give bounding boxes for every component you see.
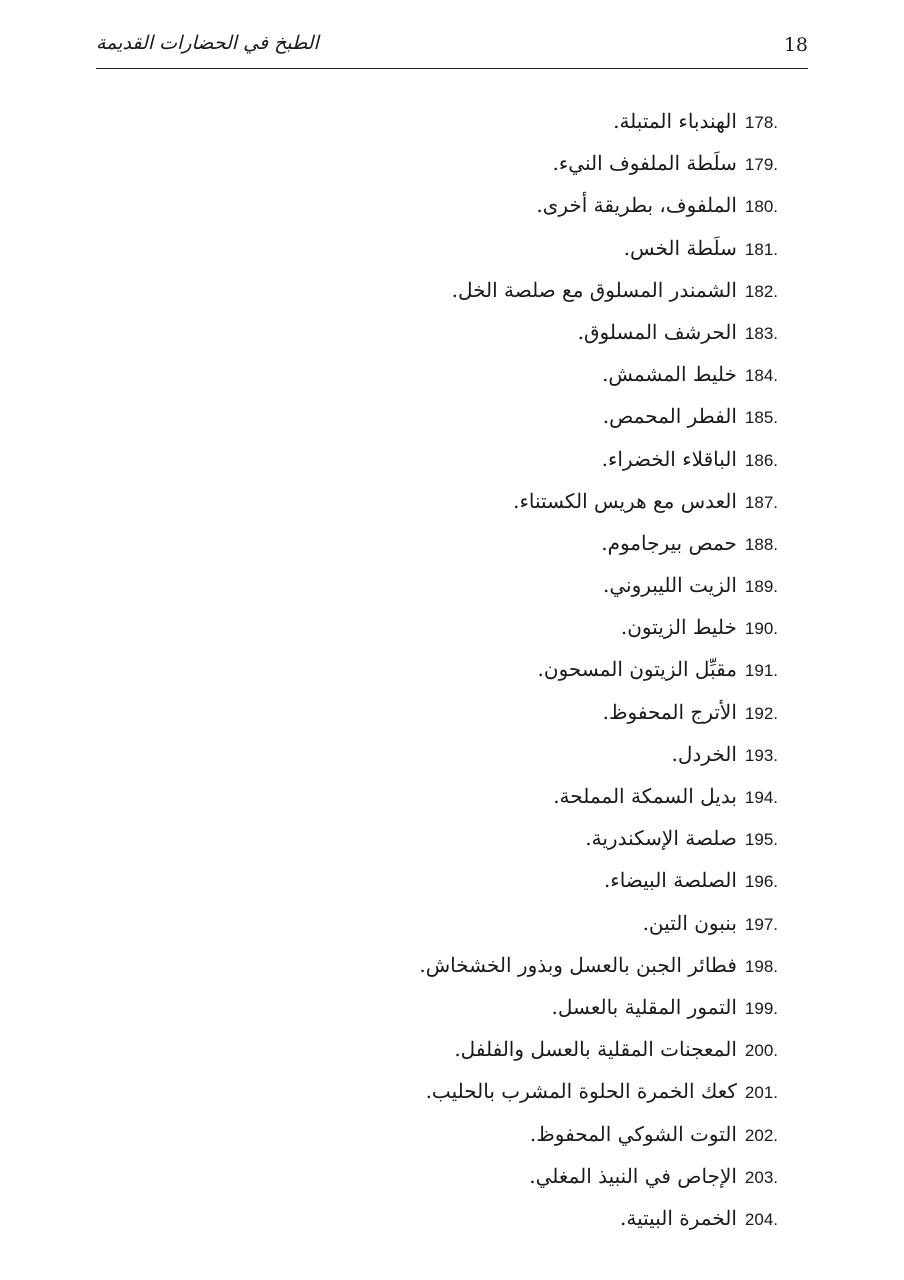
- recipe-number: 195.: [744, 830, 778, 850]
- list-item: [138, 648, 778, 690]
- recipe-number: 194.: [744, 788, 778, 807]
- list-item: [138, 775, 778, 817]
- recipe-title: خليط المشمش.: [602, 362, 737, 387]
- list-item: [138, 564, 778, 606]
- recipe-number: 185.: [744, 408, 778, 428]
- recipe-list: [138, 100, 778, 1239]
- recipe-number: 188.: [744, 534, 778, 554]
- list-item: [138, 606, 778, 648]
- recipe-title: العدس مع هريس الكستناء.: [513, 488, 737, 513]
- recipe-title: المعجنات المقلية بالعسل والفلفل.: [454, 1037, 737, 1062]
- recipe-number: 196.: [744, 872, 778, 892]
- list-item: [138, 480, 778, 522]
- recipe-number: 180.: [744, 197, 778, 217]
- recipe-number: 201.: [744, 1083, 778, 1103]
- page-header: [96, 32, 808, 69]
- recipe-number: 183.: [744, 323, 778, 343]
- list-item: [138, 817, 778, 859]
- recipe-number: 204.: [744, 1209, 778, 1229]
- recipe-number: 193.: [744, 745, 778, 765]
- recipe-number: 189.: [744, 577, 778, 597]
- recipe-number: 197.: [744, 914, 778, 934]
- list-item: [138, 395, 778, 437]
- recipe-number: 202.: [744, 1125, 778, 1145]
- list-item: [138, 1113, 778, 1155]
- recipe-title: الفطر المحمص.: [602, 404, 737, 429]
- recipe-number: 190.: [744, 619, 778, 639]
- list-item: [138, 184, 778, 226]
- list-item: [138, 353, 778, 395]
- list-item: [138, 142, 778, 184]
- recipe-title: مقبِّل الزيتون المسحون.: [537, 657, 737, 682]
- recipe-title: التوت الشوكي المحفوظ.: [529, 1121, 737, 1146]
- page-number: 18: [783, 34, 808, 56]
- recipe-number: 178.: [744, 113, 778, 132]
- list-item: [138, 902, 778, 944]
- recipe-number: 198.: [744, 956, 778, 976]
- recipe-number: 182.: [744, 281, 778, 301]
- list-item: [138, 227, 778, 269]
- list-item: [138, 691, 778, 733]
- recipe-number: 200.: [744, 1041, 778, 1061]
- list-item: [138, 944, 778, 986]
- recipe-title: كعك الخمرة الحلوة المشرب بالحليب.: [425, 1079, 737, 1104]
- list-item: [138, 311, 778, 353]
- recipe-title: صلصة الإسكندرية.: [585, 826, 737, 851]
- recipe-title: الهندباء المتبلة.: [613, 109, 737, 133]
- recipe-title: الأترج المحفوظ.: [602, 699, 737, 724]
- recipe-number: 179.: [744, 155, 778, 175]
- list-item: [138, 100, 778, 142]
- list-item: [138, 1155, 778, 1197]
- recipe-number: 191.: [744, 661, 778, 681]
- recipe-title: الملفوف، بطريقة أخرى.: [536, 193, 737, 218]
- running-title: الطبخ في الحضارات القديمة: [96, 32, 319, 54]
- recipe-number: 187.: [744, 492, 778, 512]
- recipe-number: 192.: [744, 703, 778, 723]
- list-item: [138, 1197, 778, 1239]
- recipe-title: بديل السمكة المملحة.: [553, 784, 737, 808]
- recipe-number: 199.: [744, 998, 778, 1018]
- recipe-title: الشمندر المسلوق مع صلصة الخل.: [451, 277, 737, 302]
- list-item: [138, 733, 778, 775]
- list-item: [138, 1028, 778, 1070]
- recipe-number: 184.: [744, 366, 778, 386]
- recipe-title: سلَطة الخس.: [623, 235, 737, 260]
- recipe-title: فطائر الجبن بالعسل وبذور الخشخاش.: [419, 952, 737, 977]
- recipe-title: حمص بيرجاموم.: [601, 530, 737, 555]
- list-item: [138, 1070, 778, 1112]
- recipe-number: 186.: [744, 450, 778, 470]
- recipe-title: خليط الزيتون.: [620, 615, 737, 640]
- recipe-title: الصلصة البيضاء.: [603, 868, 737, 893]
- recipe-title: الزيت الليبروني.: [603, 573, 737, 598]
- recipe-title: التمور المقلية بالعسل.: [551, 994, 737, 1019]
- recipe-number: 181.: [744, 239, 778, 259]
- recipe-title: سلَطة الملفوف النيء.: [552, 151, 737, 176]
- recipe-title: بنبون التين.: [642, 910, 737, 935]
- recipe-title: الخردل.: [671, 741, 737, 766]
- recipe-title: الحرشف المسلوق.: [577, 319, 737, 344]
- recipe-title: الإجاص في النبيذ المغلي.: [529, 1163, 737, 1188]
- list-item: [138, 859, 778, 901]
- recipe-title: الخمرة البيتية.: [620, 1205, 737, 1230]
- list-item: [138, 986, 778, 1028]
- list-item: [138, 269, 778, 311]
- recipe-title: الباقلاء الخضراء.: [601, 446, 737, 471]
- list-item: [138, 438, 778, 480]
- list-item: [138, 522, 778, 564]
- recipe-number: 203.: [744, 1167, 778, 1187]
